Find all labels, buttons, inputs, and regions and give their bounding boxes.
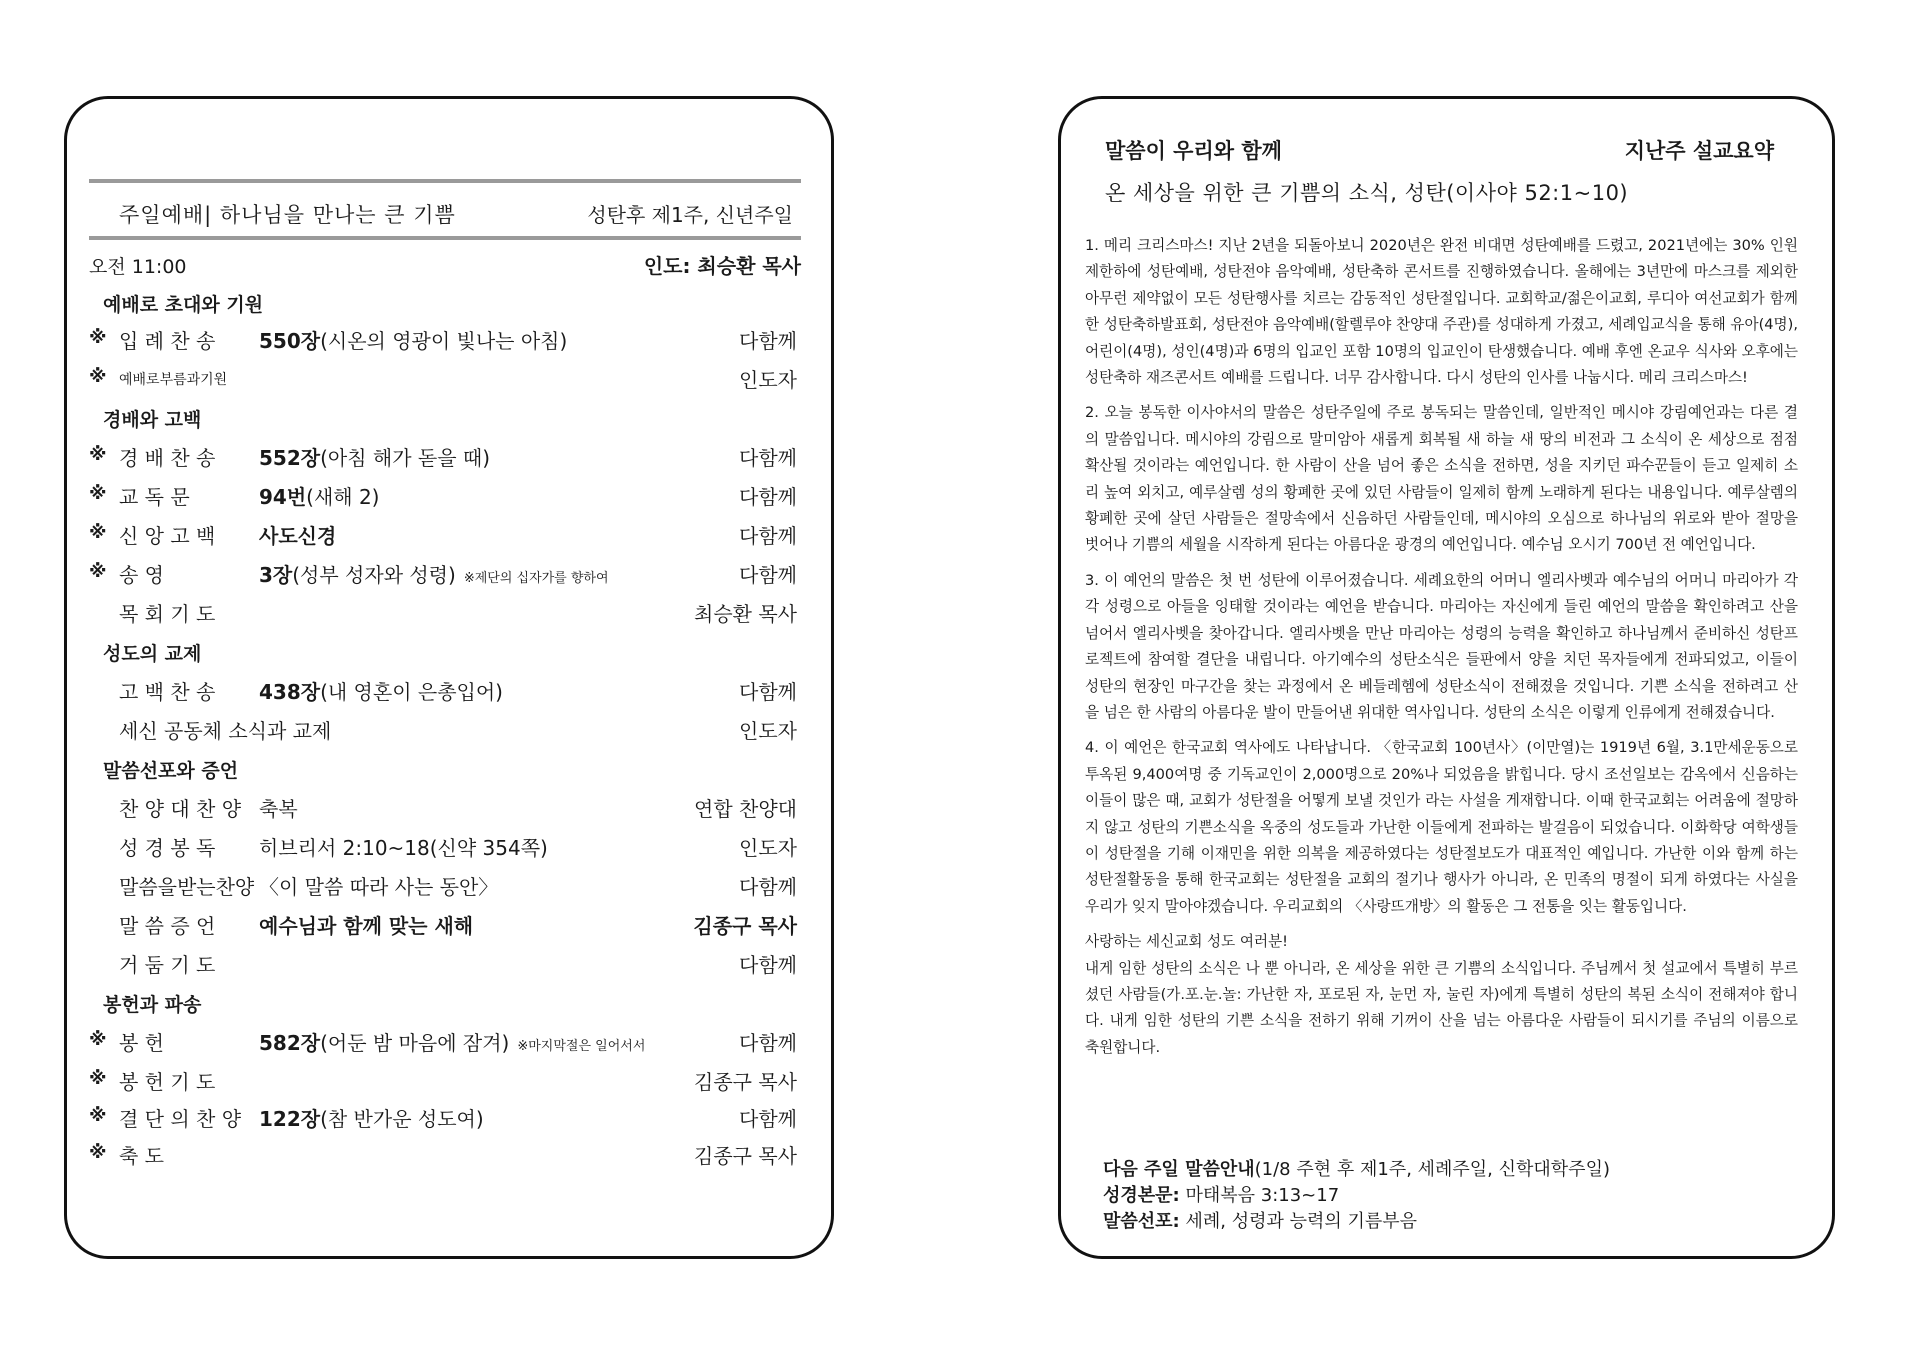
scripture-line bbox=[1103, 1183, 1610, 1209]
item-participant: 김종구 목사 bbox=[693, 914, 797, 938]
item-name: 예배로부름과기원 bbox=[119, 372, 228, 388]
item-name: 찬 양 대 찬 양 bbox=[119, 797, 242, 821]
scripture-label: 성경본문: bbox=[1103, 1185, 1180, 1206]
item-name: 교 독 문 bbox=[119, 485, 190, 509]
order-item bbox=[89, 1027, 801, 1057]
next-week-label: 다음 주일 말씀안내 bbox=[1103, 1159, 1255, 1180]
order-item bbox=[89, 793, 801, 823]
service-subtitle: 성탄후 제1주, 신년주일 bbox=[587, 203, 793, 227]
item-content: 〈이 말씀 따라 사는 동안〉 bbox=[259, 875, 499, 899]
hymn-number: 3장 bbox=[259, 563, 293, 587]
item-participant: 다함께 bbox=[739, 329, 797, 353]
sermon-title: 예수님과 함께 맞는 새해 bbox=[259, 914, 474, 938]
item-participant: 다함께 bbox=[739, 875, 797, 899]
standing-mark: ※ bbox=[89, 561, 107, 582]
service-leader: 인도: 최승환 목사 bbox=[643, 254, 801, 278]
item-participant: 다함께 bbox=[739, 446, 797, 470]
item-participant: 다함께 bbox=[739, 563, 797, 587]
service-title: 주일예배| 하나님을 만나는 큰 기쁨 bbox=[119, 203, 456, 227]
item-content bbox=[259, 910, 473, 939]
sermon-title: 온 세상을 위한 큰 기쁨의 소식, 성탄(이사야 52:1~10) bbox=[1105, 181, 1629, 205]
section-heading: 예배로 초대와 기원 bbox=[103, 294, 264, 316]
item-name: 고 백 찬 송 bbox=[119, 680, 216, 704]
section-heading: 말씀선포와 증언 bbox=[103, 760, 239, 782]
hymn-number: 438장 bbox=[259, 680, 321, 704]
order-item bbox=[89, 442, 801, 472]
item-name: 입 례 찬 송 bbox=[119, 329, 216, 353]
section-heading: 성도의 교제 bbox=[103, 643, 202, 665]
reading-title: (새해 2) bbox=[306, 485, 380, 509]
order-item bbox=[89, 871, 801, 901]
worship-order-panel bbox=[64, 96, 834, 1259]
hymn-number: 550장 bbox=[259, 329, 321, 353]
item-participant: 인도자 bbox=[739, 836, 797, 860]
standing-mark: ※ bbox=[89, 366, 107, 387]
order-item bbox=[89, 1066, 801, 1096]
item-content bbox=[259, 676, 503, 705]
item-name: 성 경 봉 독 bbox=[119, 836, 216, 860]
order-item bbox=[89, 325, 801, 355]
item-participant: 다함께 bbox=[739, 680, 797, 704]
hymn-title: (시온의 영광이 빛나는 아침) bbox=[320, 329, 568, 353]
item-name: 신 앙 고 백 bbox=[119, 524, 216, 548]
order-item bbox=[89, 676, 801, 706]
standing-mark: ※ bbox=[89, 1142, 107, 1163]
sermon-summary-panel bbox=[1058, 96, 1835, 1259]
bottom-divider bbox=[89, 236, 801, 240]
item-participant: 다함께 bbox=[739, 953, 797, 977]
order-item bbox=[89, 949, 801, 979]
item-name: 봉 헌 기 도 bbox=[119, 1070, 216, 1094]
item-content: 히브리서 2:10~18(신약 354쪽) bbox=[259, 836, 548, 860]
order-item bbox=[89, 832, 801, 862]
hymn-number: 122장 bbox=[259, 1107, 321, 1131]
order-item bbox=[89, 715, 801, 745]
item-name: 목 회 기 도 bbox=[119, 602, 216, 626]
standing-mark: ※ bbox=[89, 444, 107, 465]
item-participant: 최승환 목사 bbox=[694, 602, 797, 626]
standing-mark: ※ bbox=[89, 327, 107, 348]
standing-mark: ※ bbox=[89, 522, 107, 543]
item-participant: 연합 찬양대 bbox=[694, 797, 797, 821]
section-heading: 경배와 고백 bbox=[103, 409, 202, 431]
item-participant: 김종구 목사 bbox=[694, 1070, 797, 1094]
order-item bbox=[89, 481, 801, 511]
creed-name: 사도신경 bbox=[259, 524, 337, 548]
top-divider bbox=[89, 179, 801, 183]
item-participant: 김종구 목사 bbox=[694, 1144, 797, 1168]
sermon-topic: 세례, 성령과 능력의 기름부음 bbox=[1185, 1211, 1418, 1232]
item-content bbox=[259, 442, 490, 471]
item-participant: 다함께 bbox=[739, 524, 797, 548]
section-heading: 봉헌과 파송 bbox=[103, 994, 202, 1016]
item-name: 봉 헌 bbox=[119, 1031, 164, 1055]
item-name: 거 둠 기 도 bbox=[119, 953, 216, 977]
hymn-title: (아침 해가 돋을 때) bbox=[320, 446, 490, 470]
item-participant: 다함께 bbox=[739, 1107, 797, 1131]
item-participant: 다함께 bbox=[739, 1031, 797, 1055]
item-participant: 인도자 bbox=[739, 368, 797, 392]
item-content bbox=[259, 520, 336, 549]
order-item bbox=[89, 520, 801, 550]
closing-greeting: 사랑하는 세신교회 성도 여러분! bbox=[1085, 933, 1289, 951]
standing-mark: ※ bbox=[89, 1029, 107, 1050]
sermon-line bbox=[1103, 1209, 1610, 1235]
service-time: 오전 11:00 bbox=[89, 256, 187, 278]
next-week-notice bbox=[1103, 1157, 1610, 1235]
item-name: 축 도 bbox=[119, 1144, 164, 1168]
item-content bbox=[259, 325, 567, 354]
item-name: 세신 공동체 소식과 교제 bbox=[119, 719, 332, 743]
next-week-line bbox=[1103, 1157, 1610, 1183]
item-content bbox=[259, 1027, 645, 1056]
item-content bbox=[259, 481, 379, 510]
sermon-paragraph: 1. 메리 크리스마스! 지난 2년을 되돌아보니 2020년은 완전 비대면 성탄예배를 드렸고, 2021년에는 30% 인원제한하에 성탄예배, 성탄전야 음악예배, 성탄축하 콘서트를 진행하였습니다. 올해에는 3년만에 마스크를 제외한 아무런 제약없이 모든 성탄행사를 치르는 감동적인 성탄절입니다. 교회학교/젊은이교회, 루디아 여선교회가 함께한 성탄축하발표회, 성탄전야 음악예배(할렐루야 찬양대 주관)를 성대하게 가졌고, 세례입교식을 통해 유아(4명), 어린이(4명), 성인(4명)과 6명의 입교인 포함 10명의 입교인이 탄생했습니다. 예배 후엔 온교우 식사와 오후에는 성탄축하 재즈콘서트 예배를 드립니다. 너무 감사합니다. 다시 성탄의 인사를 나눕시다. 메리 크리스마스! bbox=[1085, 237, 1798, 387]
item-content: 축복 bbox=[259, 797, 298, 821]
reading-number: 94번 bbox=[259, 485, 307, 509]
sermon-paragraph: 4. 이 예언은 한국교회 역사에도 나타납니다. 〈한국교회 100년사〉(이만열)는 1919년 6월, 3.1만세운동으로 투옥된 9,400여명 중 기독교인이 2,000명으로 20%나 되었음을 밝힙니다. 당시 조선일보는 감옥에서 신음하는 이들이 많은 때, 교회가 성탄절을 어떻게 보낼 것인가 라는 사설을 게재합니다. 이때 한국교회는 어려움에 절망하지 않고 성탄의 기쁜소식을 옥중의 성도들과 가난한 이들에게 전파하는 발걸음이 되었습니다. 이화학당 여학생들이 성탄절을 기해 이재민을 위한 의복을 제공하였다는 성탄절보도가 대표적인 예입니다. 가난한 이와 함께 하는 성탄절활동을 통해 한국교회는 성탄절을 교회의 절기나 행사가 아니라, 온 민족의 명절이 되게 하였다는 사실을 우리가 잊지 말아야겠습니다. 우리교회의 〈사랑뜨개방〉의 활동은 그 전통을 잇는 활동입니다. bbox=[1085, 739, 1798, 915]
item-note: ※제단의 십자가를 향하여 bbox=[463, 571, 609, 586]
item-participant: 다함께 bbox=[739, 485, 797, 509]
hymn-title: (어둔 밤 마음에 잠겨) bbox=[320, 1031, 510, 1055]
next-week-detail: (1/8 주현 후 제1주, 세례주일, 신학대학주일) bbox=[1254, 1159, 1610, 1180]
closing-paragraph: 내게 임한 성탄의 소식은 나 뿐 아니라, 온 세상을 위한 큰 기쁨의 소식입니다. 주님께서 첫 설교에서 특별히 부르셨던 사람들(가.포.눈.놀: 가난한 자, 포로된 자, 눈먼 자, 눌린 자)에게 특별히 성탄의 복된 소식이 전해져야 합니다. 내게 임한 성탄의 기쁜 소식을 전하기 위해 기꺼이 산을 넘는 아름다운 사람들이 되시기를 주님의 이름으로 축원합니다. bbox=[1085, 959, 1798, 1056]
standing-mark: ※ bbox=[89, 1105, 107, 1126]
item-name: 경 배 찬 송 bbox=[119, 446, 216, 470]
order-item bbox=[89, 364, 801, 394]
hymn-number: 582장 bbox=[259, 1031, 321, 1055]
standing-mark: ※ bbox=[89, 1068, 107, 1089]
hymn-title: (성부 성자와 성령) bbox=[292, 563, 456, 587]
sermon-body bbox=[1085, 233, 1798, 1061]
order-item bbox=[89, 559, 801, 589]
hymn-number: 552장 bbox=[259, 446, 321, 470]
standing-mark: ※ bbox=[89, 483, 107, 504]
scripture-text: 마태복음 3:13~17 bbox=[1185, 1185, 1340, 1206]
hymn-title: (내 영혼이 은총입어) bbox=[320, 680, 503, 704]
item-content bbox=[259, 1103, 484, 1132]
order-item bbox=[89, 1140, 801, 1170]
order-item bbox=[89, 598, 801, 628]
sermon-paragraph: 3. 이 예언의 말씀은 첫 번 성탄에 이루어졌습니다. 세례요한의 어머니 엘리사벳과 예수님의 어머니 마리아가 각각 성령으로 아들을 잉태할 것이라는 예언을 받습니다. 마리아는 자신에게 들린 예언의 말씀을 확인하려고 산을 넘어서 엘리사벳을 찾아갑니다. 엘리사벳을 만난 마리아는 성령의 능력을 확인하고 하나님께서 준비하신 성탄프로젝트에 참여할 결단을 내립니다. 아기예수의 성탄소식은 들판에서 양을 치던 목자들에게 전파되었고, 이들이 성탄의 현장인 마구간을 찾는 과정에서 온 베들레헴에 성탄소식이 전해졌을 것입니다. 기쁜 소식을 전하려고 산을 넘은 한 사람의 아름다운 발이 만들어낸 위대한 역사입니다. 성탄의 소식은 이렇게 인류에게 전해졌습니다. bbox=[1085, 571, 1798, 721]
item-name: 결 단 의 찬 양 bbox=[119, 1107, 242, 1131]
item-name: 말 씀 증 언 bbox=[119, 914, 216, 938]
item-name: 말씀을받는찬양 bbox=[119, 875, 255, 899]
column-heading-right: 지난주 설교요약 bbox=[1624, 139, 1774, 163]
hymn-title: (참 반가운 성도여) bbox=[320, 1107, 484, 1131]
column-heading: 말씀이 우리와 함께 bbox=[1105, 139, 1282, 163]
item-name: 송 영 bbox=[119, 563, 164, 587]
order-item bbox=[89, 910, 801, 940]
item-content bbox=[259, 559, 609, 588]
order-item bbox=[89, 1103, 801, 1133]
item-participant: 인도자 bbox=[739, 719, 797, 743]
sermon-label: 말씀선포: bbox=[1103, 1211, 1180, 1232]
sermon-paragraph: 2. 오늘 봉독한 이사야서의 말씀은 성탄주일에 주로 봉독되는 말씀인데, 일반적인 메시야 강림예언과는 다른 결의 말씀입니다. 메시야의 강림으로 말미암아 새롭게 회복될 새 하늘 새 땅의 비전과 그 소식이 온 세상으로 점점 확산될 것이라는 예언입니다. 한 사람이 산을 넘어 좋은 소식을 전하면, 성을 지키던 파수꾼들이 듣고 일제히 소리 높여 외치고, 예루살렘 성의 황폐한 곳에 있던 사람들이 일제히 함께 노래하게 된다는 내용입니다. 예루살렘의 황폐한 곳에 살던 사람들은 절망속에서 신음하던 사람들인데, 메시야의 오심으로 하나님의 위로와 받아 절망을 벗어나 기쁨의 세월을 시작하게 된다는 아름다운 광경의 예언입니다. 예수님 오시기 700년 전 예언입니다. bbox=[1085, 404, 1798, 554]
item-note: ※마지막절은 일어서서 bbox=[517, 1039, 646, 1054]
